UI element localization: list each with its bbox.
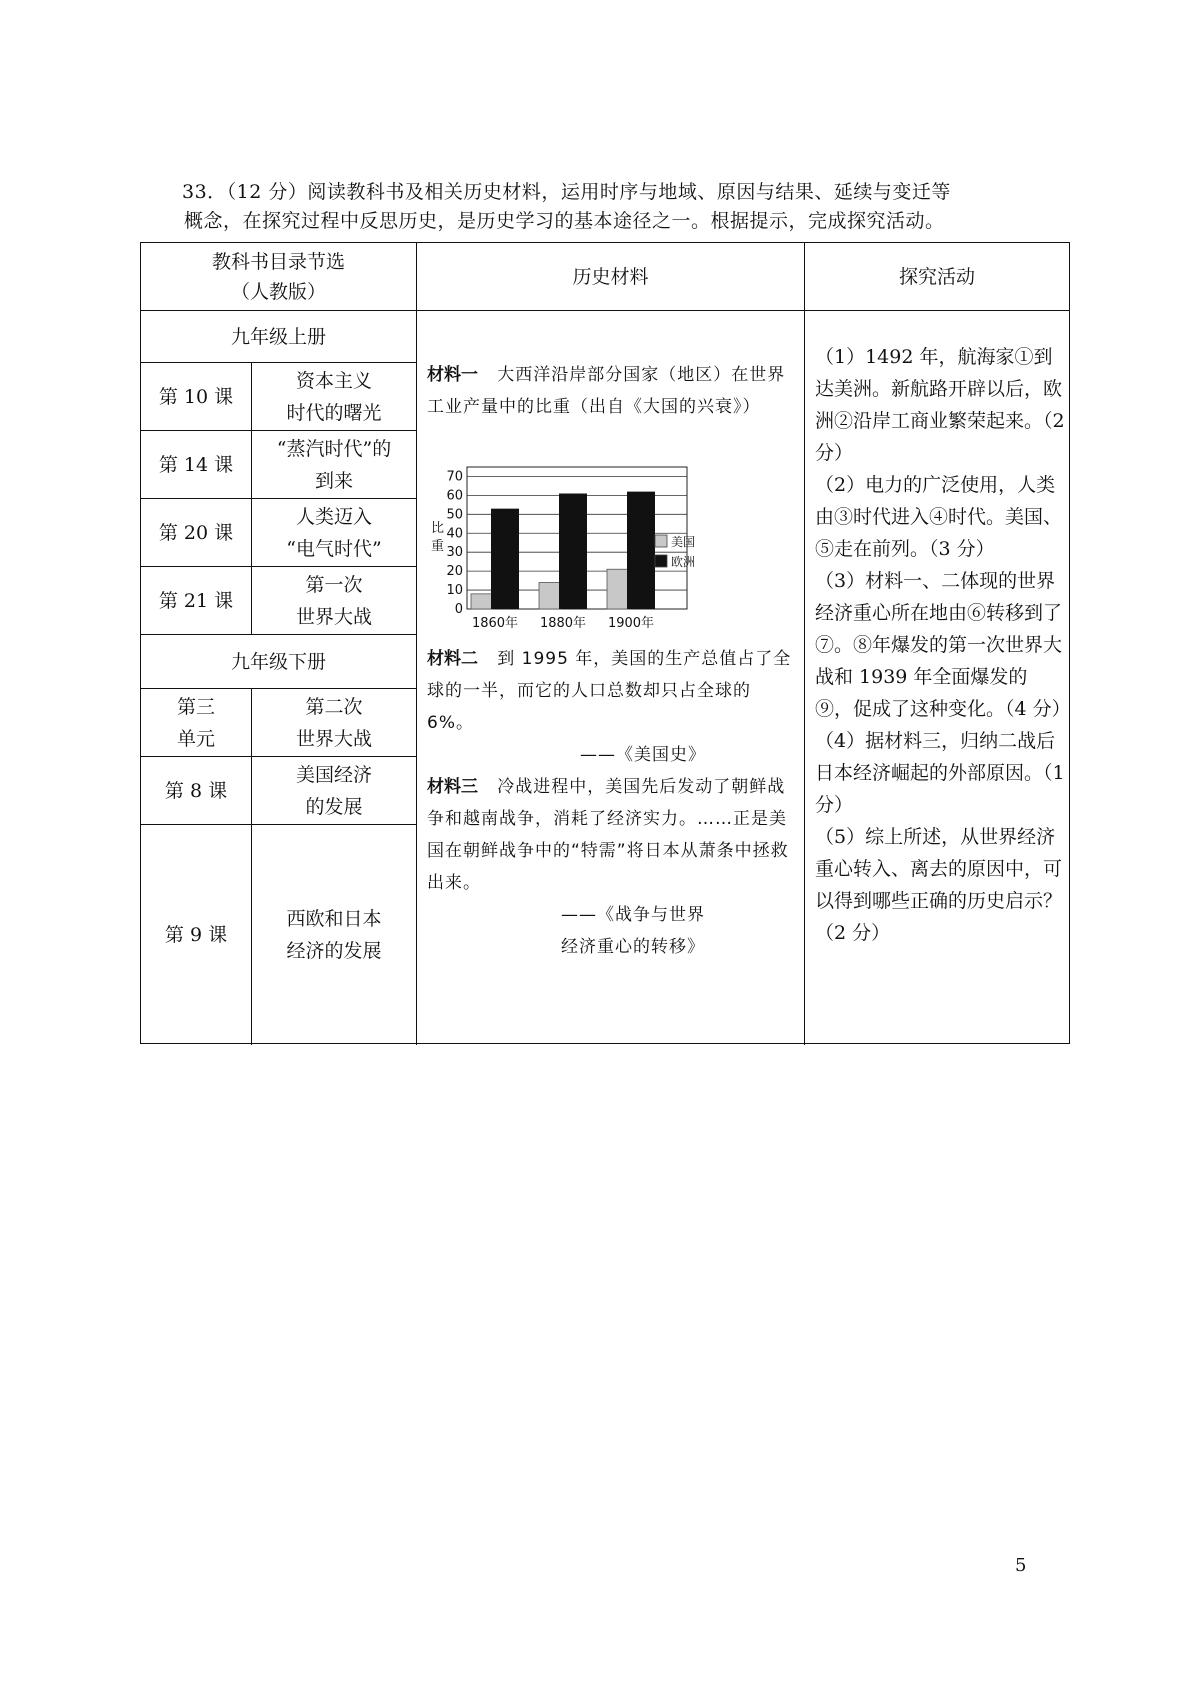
material-2-text: 到 1995 年，美国的生产总值占了全球的一半，而它的人口总数却只占全球的 6%。 xyxy=(427,649,792,733)
y-tick-label: 10 xyxy=(446,583,463,599)
toc-title-14 xyxy=(252,431,417,499)
y-axis-label: 重 xyxy=(431,539,445,554)
bar-us xyxy=(539,582,561,609)
y-tick-label: 0 xyxy=(454,602,463,617)
y-tick-label: 50 xyxy=(446,507,463,523)
toc-title-line: 第二次 xyxy=(305,695,363,718)
toc-title-unit3 xyxy=(252,689,417,757)
toc-title-20 xyxy=(252,499,417,567)
header-activity: 探究活动 xyxy=(805,243,1069,311)
y-tick-label: 70 xyxy=(446,469,463,485)
header-materials: 历史材料 xyxy=(417,243,805,311)
y-tick-label: 30 xyxy=(446,545,463,561)
material-3-source-2: 经济重心的转移》 xyxy=(561,937,705,957)
material-3 xyxy=(427,771,799,963)
x-tick-label: 1900年 xyxy=(607,616,655,631)
x-tick-label: 1880年 xyxy=(539,616,587,631)
activity-column xyxy=(805,311,1069,1045)
activity-item: （5）综上所述，从世界经济重心转入、离去的原因中，可以得到哪些正确的历史启示？（2 分） xyxy=(815,826,1063,944)
toc-lesson-20: 第 20 课 xyxy=(141,499,252,567)
material-1-label: 材料一 xyxy=(427,365,478,385)
bar-us xyxy=(471,594,493,609)
activity-item: （1）1492 年，航海家①到达美洲。新航路开辟以后，欧洲②沿岸工商业繁荣起来。（2 分） xyxy=(815,346,1065,464)
bar-europe xyxy=(559,494,587,609)
toc-lesson-8: 第 8 课 xyxy=(141,757,252,825)
toc-lesson-9: 第 9 课 xyxy=(141,825,252,1045)
activity-item: （3）材料一、二体现的世界经济重心所在地由⑥转移到了⑦。⑧年爆发的第一次世界大战和 1939 年全面爆发的⑨，促成了这种变化。（4 分） xyxy=(815,570,1071,720)
x-tick-label: 1860年 xyxy=(471,616,519,631)
toc-title-line: 时代的曙光 xyxy=(286,401,382,424)
toc-title-line: 世界大战 xyxy=(295,727,372,750)
toc-title-21 xyxy=(252,567,417,635)
question-stem xyxy=(182,178,1062,236)
bar-europe xyxy=(491,509,519,609)
activity-item: （4）据材料三，归纳二战后日本经济崛起的外部原因。（1 分） xyxy=(815,730,1065,816)
header-toc-line1: 教科书目录节选 xyxy=(211,250,345,273)
toc-lesson-line: 单元 xyxy=(176,727,215,750)
activity-list xyxy=(815,341,1071,949)
toc-title-line: 经济的发展 xyxy=(286,940,382,962)
toc-title-line: 的发展 xyxy=(305,795,363,818)
toc-title-9 xyxy=(252,825,417,1045)
material-3-source-1: ——《战争与世界 xyxy=(561,905,705,925)
legend-label: 美国 xyxy=(671,535,696,549)
material-2-label: 材料二 xyxy=(427,649,478,669)
toc-lesson-10: 第 10 课 xyxy=(141,363,252,431)
toc-title-line: “电气时代” xyxy=(286,537,382,560)
question-line-2: 概念，在探究过程中反思历史，是历史学习的基本途径之一。根据提示，完成探究活动。 xyxy=(184,210,945,232)
toc-title-line: 世界大战 xyxy=(295,605,372,628)
toc-title-line: 西欧和日本 xyxy=(286,908,382,930)
material-3-text: 冷战进程中，美国先后发动了朝鲜战争和越南战争，消耗了经济实力。……正是美国在朝鲜战争中的“特需”将日本从萧条中拯救出来。 xyxy=(427,777,789,893)
toc-title-line: 美国经济 xyxy=(295,763,372,786)
material-3-label: 材料三 xyxy=(427,777,478,797)
material-1-text: 大西洋沿岸部分国家（地区）在世界工业产量中的比重（出自《大国的兴衰》） xyxy=(427,365,786,417)
toc-title-10 xyxy=(252,363,417,431)
toc-section-upper: 九年级上册 xyxy=(141,311,417,363)
activity-item: （2）电力的广泛使用，人类由③时代进入④时代。美国、⑤走在前列。（3 分） xyxy=(815,474,1063,560)
exploration-table xyxy=(140,242,1070,1044)
toc-title-line: “蒸汽时代”的 xyxy=(276,437,392,460)
toc-lesson-21: 第 21 课 xyxy=(141,567,252,635)
bar-europe xyxy=(627,492,655,609)
y-axis-label: 比 xyxy=(431,521,445,536)
industrial-share-chart xyxy=(427,461,707,639)
question-line-1: 33．（12 分）阅读教科书及相关历史材料，运用时序与地域、原因与结果、延续与变迁等 xyxy=(182,181,951,203)
toc-title-line: 人类迈入 xyxy=(295,505,372,528)
legend-label: 欧洲 xyxy=(671,555,696,569)
toc-lesson-line: 第三 xyxy=(176,695,215,718)
toc-lesson-unit3 xyxy=(141,689,252,757)
bar-us xyxy=(607,569,629,609)
toc-title-line: 到来 xyxy=(314,469,353,492)
material-1 xyxy=(427,359,799,423)
toc-title-8 xyxy=(252,757,417,825)
header-toc xyxy=(141,243,417,311)
toc-lesson-14: 第 14 课 xyxy=(141,431,252,499)
toc-section-lower: 九年级下册 xyxy=(141,635,417,689)
y-tick-label: 20 xyxy=(446,564,463,580)
page-number: 5 xyxy=(1015,1555,1027,1576)
y-tick-label: 40 xyxy=(446,526,463,542)
toc-title-line: 资本主义 xyxy=(295,369,372,392)
legend-swatch xyxy=(655,555,667,567)
legend-swatch xyxy=(655,535,667,547)
materials-column xyxy=(417,311,805,1045)
material-2-source: ——《美国史》 xyxy=(580,745,706,765)
y-tick-label: 60 xyxy=(446,488,463,504)
toc-title-line: 第一次 xyxy=(305,573,363,596)
header-toc-line2: （人教版） xyxy=(230,280,326,303)
material-2 xyxy=(427,643,799,771)
